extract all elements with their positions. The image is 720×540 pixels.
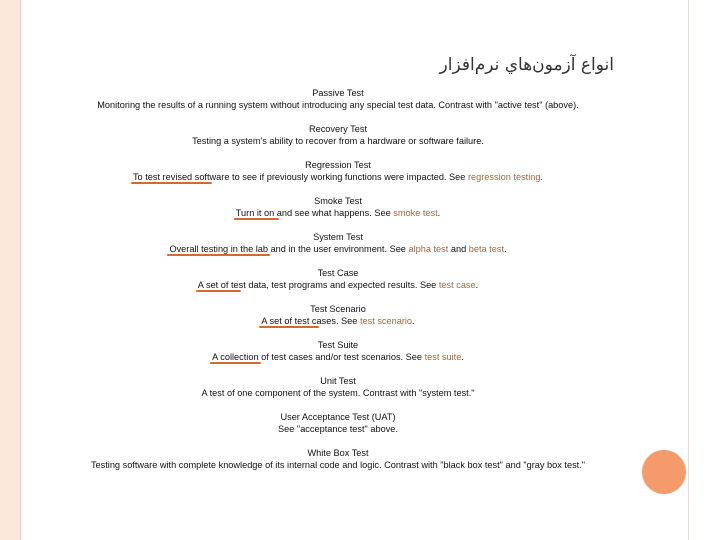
description-text: See "acceptance test" above. (278, 423, 398, 434)
entry-term: Smoke Test (314, 196, 362, 206)
entry-description (38, 100, 638, 112)
entry-term: Test Scenario (310, 304, 366, 314)
glossary-entry (38, 448, 638, 484)
highlighted-text: A set of te (197, 279, 239, 290)
glossary-entry (38, 412, 638, 448)
highlighted-text: A set of test c (261, 315, 317, 326)
description-text: Monitoring the results of a running system without introducing any special test data. Contrast with "active test" (above). (97, 99, 579, 110)
entry-description (38, 244, 638, 256)
left-decorative-band (0, 0, 20, 540)
glossary-link[interactable]: test case (438, 279, 476, 290)
description-text: . (461, 351, 464, 362)
description-text: A test of one component of the system. Contrast with "system test." (201, 387, 475, 398)
entry-description (38, 316, 638, 328)
entry-term: Regression Test (305, 160, 371, 170)
glossary-link[interactable]: test suite (424, 351, 462, 362)
orange-circle-decoration (642, 450, 686, 494)
description-text: ware to see if previously working functions were impacted. See (209, 171, 468, 182)
glossary-entry (38, 268, 638, 304)
description-text: Testing software with complete knowledge of its internal code and logic. Contrast with "black box test" and "gray box test." (90, 459, 586, 470)
glossary-entry (38, 124, 638, 160)
description-text: and see what happens. See (276, 207, 394, 218)
description-text: . (437, 207, 441, 218)
entry-description (38, 460, 638, 472)
entry-term: Unit Test (320, 376, 356, 386)
glossary-link[interactable]: alpha test (408, 243, 449, 254)
glossary-entry (38, 304, 638, 340)
highlighted-text: Turn it on (235, 207, 277, 218)
entry-description (38, 352, 638, 364)
highlighted-text: A collection (212, 351, 259, 362)
description-text: st data, test programs and expected results. See (238, 279, 439, 290)
entry-term: User Acceptance Test (UAT) (280, 412, 396, 422)
glossary-entry (38, 340, 638, 376)
entry-term: Passive Test (312, 88, 364, 98)
entry-description (38, 208, 638, 220)
description-text: Testing a system's ability to recover from a hardware or software failure. (192, 135, 484, 146)
glossary-link[interactable]: regression testing (467, 171, 541, 182)
description-text: and (448, 243, 469, 254)
entry-term: White Box Test (307, 448, 369, 458)
glossary-entry (38, 232, 638, 268)
highlighted-text: To test revised soft (132, 171, 210, 182)
slide-title: انواع آزمون‌هاي نرم‌افزار (439, 55, 614, 75)
slide-right-border (688, 0, 689, 540)
entry-term: Recovery Test (308, 124, 368, 134)
description-text: . (504, 243, 507, 254)
entry-description (38, 388, 638, 400)
description-text: . (475, 279, 479, 290)
highlighted-text: Overall testing in the lab (169, 243, 269, 254)
entry-term: System Test (313, 232, 363, 242)
entry-term: Test Case (317, 268, 359, 278)
entry-description (38, 172, 638, 184)
description-text: and in the user environment. See (268, 243, 409, 254)
description-text: . (412, 315, 415, 326)
description-text: of test cases and/or test scenarios. See (258, 351, 425, 362)
glossary-entry (38, 196, 638, 232)
entry-description (38, 280, 638, 292)
glossary-link[interactable]: test scenario (359, 315, 413, 326)
entry-description (38, 424, 638, 436)
glossary-entry (38, 160, 638, 196)
glossary-list (38, 88, 638, 484)
entry-term: Test Suite (317, 340, 359, 350)
glossary-entry (38, 88, 638, 124)
entry-description (38, 136, 638, 148)
description-text: ases. See (316, 315, 360, 326)
glossary-link[interactable]: smoke test (393, 207, 438, 218)
glossary-entry (38, 376, 638, 412)
glossary-link[interactable]: beta test (468, 243, 504, 254)
description-text: . (540, 171, 544, 182)
